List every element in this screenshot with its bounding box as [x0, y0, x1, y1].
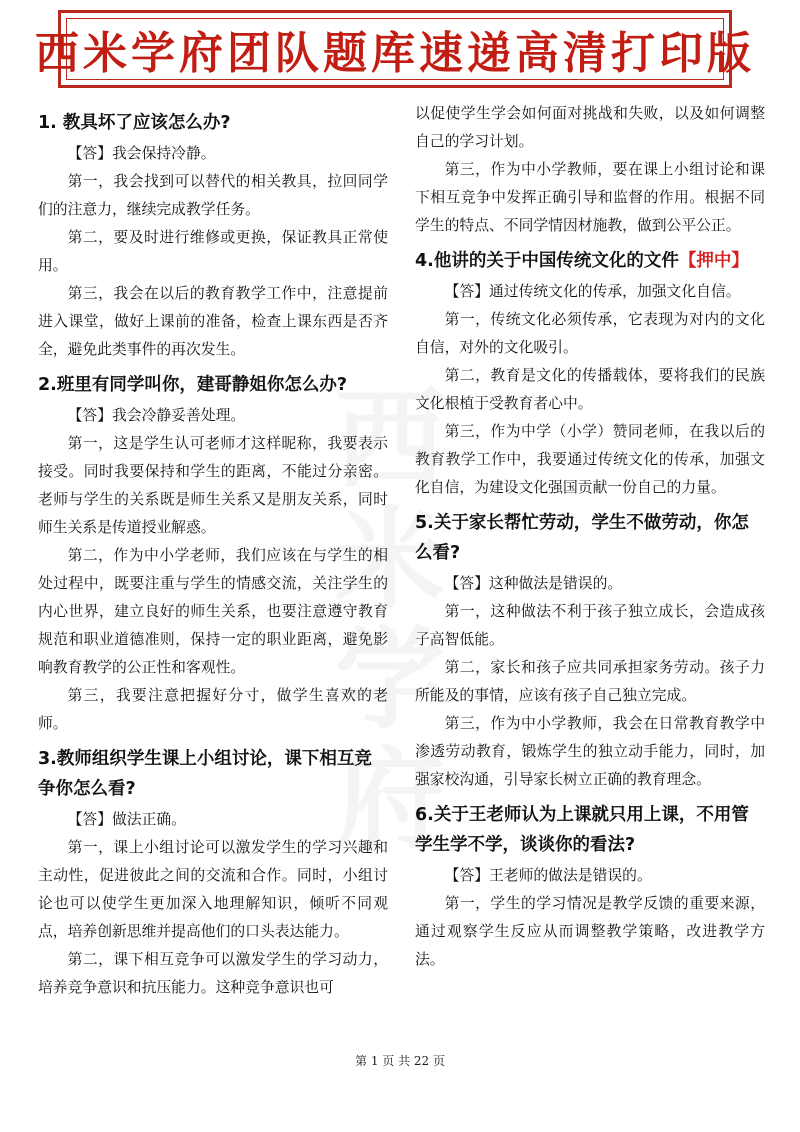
question-2-point-2: 第二，作为中小学老师，我们应该在与学生的相处过程中，既要注重与学生的情感交流，关注学生的内心世界，建立良好的师生关系，也要注意遵守教育规范和职业道德准则，保持一定的职业距离，避免影响教育教学的公正性和客观性。 [38, 547, 388, 676]
question-3-point-2: 第二，课下相互竞争可以激发学生的学习动力，培养竞争意识和抗压能力。这种竞争意识也可 [38, 951, 388, 996]
question-2-answer: 【答】我会冷静妥善处理。 [67, 407, 246, 424]
question-2-point-3: 第三，我要注意把握好分寸，做学生喜欢的老师。 [38, 687, 388, 732]
question-3-title: 3.教师组织学生课上小组讨论，课下相互竞争你怎么看? [38, 749, 372, 799]
question-3-point-2-continued: 以促使学生学会如何面对挑战和失败，以及如何调整自己的学习计划。 [415, 105, 765, 150]
question-4-title [415, 246, 765, 276]
question-4-answer: 【答】通过传统文化的传承，加强文化自信。 [444, 283, 741, 300]
question-4-point-2: 第二，教育是文化的传播载体，要将我们的民族文化根植于受教育者心中。 [415, 367, 765, 412]
question-6-answer: 【答】王老师的做法是错误的。 [444, 867, 652, 884]
question-1-title: 1. 教具坏了应该怎么办? [38, 113, 231, 133]
question-3-point-3: 第三，作为中小学教师，要在课上小组讨论和课下相互竞争中发挥正确引导和监督的作用。根据不同学生的特点、不同学情因材施教，做到公平公正。 [415, 161, 765, 234]
right-column [415, 100, 765, 974]
question-5-title: 5.关于家长帮忙劳动，学生不做劳动，你怎么看? [415, 513, 749, 563]
question-1-point-3: 第三，我会在以后的教育教学工作中，注意提前进入课堂，做好上课前的准备，检查上课东西是否齐全，避免此类事件的再次发生。 [38, 285, 388, 358]
question-5-point-2: 第二，家长和孩子应共同承担家务劳动。孩子力所能及的事情，应该有孩子自己独立完成。 [415, 659, 765, 704]
banner-title: 西米学府团队题库速递高清打印版 [35, 28, 755, 79]
question-4-point-3: 第三，作为中学（小学）赞同老师，在我以后的教育教学工作中，我要通过传统文化的传承，加强文化自信，为建设文化强国贡献一份自己的力量。 [415, 423, 765, 496]
question-4-point-1: 第一，传统文化必须传承，它表现为对内的文化自信，对外的文化吸引。 [415, 311, 765, 356]
question-4-title-text: 4.他讲的关于中国传统文化的文件 [415, 251, 679, 271]
question-6-point-1: 第一，学生的学习情况是教学反馈的重要来源，通过观察学生反应从而调整教学策略，改进教学方法。 [415, 895, 765, 968]
question-2-point-1: 第一，这是学生认可老师才这样昵称，我要表示接受。同时我要保持和学生的距离，不能过分亲密。老师与学生的关系既是师生关系又是朋友关系，同时师生关系是传道授业解惑。 [38, 435, 388, 536]
question-5-point-1: 第一，这种做法不利于孩子独立成长，会造成孩子高智低能。 [415, 603, 765, 648]
title-banner [35, 10, 755, 88]
left-column [38, 100, 388, 1002]
question-3-answer: 【答】做法正确。 [67, 811, 186, 828]
hit-tag: 【押中】 [678, 251, 749, 271]
question-1-answer: 【答】我会保持冷静。 [67, 145, 216, 162]
question-2-title: 2.班里有同学叫你，建哥静姐你怎么办? [38, 375, 347, 395]
question-3-point-1: 第一，课上小组讨论可以激发学生的学习兴趣和主动性，促进彼此之间的交流和合作。同时，小组讨论也可以使学生更加深入地理解知识，倾听不同观点，培养创新思维并提高他们的口头表达能力。 [38, 839, 388, 940]
question-1-point-1: 第一，我会找到可以替代的相关教具，拉回同学们的注意力，继续完成教学任务。 [38, 173, 388, 218]
question-6-title: 6.关于王老师认为上课就只用上课，不用管学生学不学，谈谈你的看法? [415, 805, 749, 855]
question-1-point-2: 第二，要及时进行维修或更换，保证教具正常使用。 [38, 229, 388, 274]
question-5-point-3: 第三，作为中小学教师，我会在日常教育教学中渗透劳动教育，锻炼学生的独立动手能力，同时，加强家校沟通，引导家长树立正确的教育理念。 [415, 715, 765, 788]
question-5-answer: 【答】这种做法是错误的。 [444, 575, 623, 592]
page-number-footer: 第 1 页 共 22 页 [355, 1054, 445, 1068]
